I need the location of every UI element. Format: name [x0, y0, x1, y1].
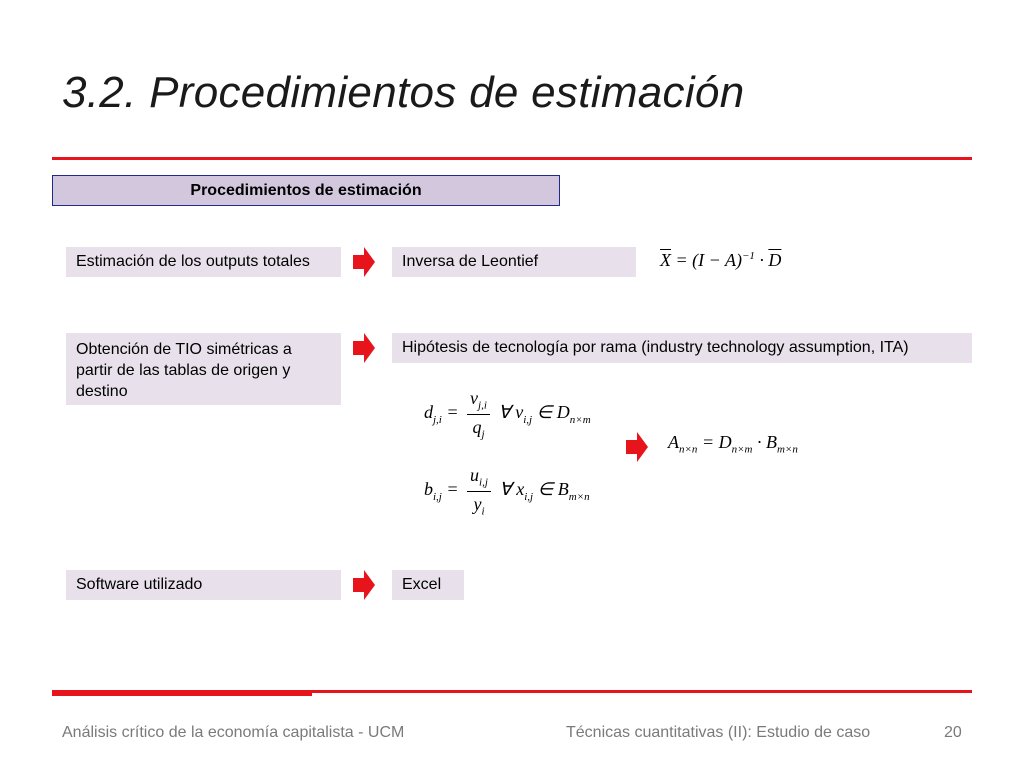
row-2-right-label: Hipótesis de tecnología por rama (industry technology assumption, ITA) [402, 339, 909, 356]
row-3-right-label: Excel [402, 576, 442, 593]
row-3-right-box [392, 570, 464, 600]
footer-divider-accent [52, 690, 312, 696]
row-2-left-label: Obtención de TIO simétricas a partir de las tablas de origen y destino [76, 341, 292, 400]
row-1-left-box [66, 247, 341, 277]
footer-left: Análisis crítico de la economía capitalista - UCM [62, 724, 405, 741]
row-1-right-label: Inversa de Leontief [402, 253, 539, 270]
arrow-right-icon [626, 432, 648, 462]
title-divider [52, 157, 972, 160]
row-1-right-box [392, 247, 636, 277]
row-2-right-box [392, 333, 972, 363]
section-header: Procedimientos de estimación [52, 175, 560, 206]
d-formula: $d_{j,i}$ = $\frac{v_{j,i}}{q_j}$ ∀ $v_{i,j}$ ∈ $D_{n\times m}$ [424, 388, 591, 441]
arrow-right-icon [353, 333, 375, 363]
row-2-left-box [66, 333, 341, 405]
footer-center: Técnicas cuantitativas (II): Estudio de caso [566, 724, 871, 741]
a-formula: $A_{n\times n} = D_{n\times m} \cdot B_{m\times n}$ [668, 432, 798, 456]
arrow-right-icon [353, 247, 375, 277]
row-1-left-label: Estimación de los outputs totales [76, 253, 310, 270]
page-number: 20 [944, 724, 962, 741]
slide-title: 3.2. Procedimientos de estimación [62, 68, 745, 117]
leontief-formula: $\overline{X} = (I - A)^{-1} \cdot \overline{D}$ [660, 250, 782, 270]
arrow-right-icon [353, 570, 375, 600]
b-formula: $b_{i,j}$ = $\frac{u_{i,j}}{y_i}$ ∀ $x_{i,j}$ ∈ $B_{m\times n}$ [424, 465, 590, 518]
row-3-left-box [66, 570, 341, 600]
row-3-left-label: Software utilizado [76, 576, 203, 593]
